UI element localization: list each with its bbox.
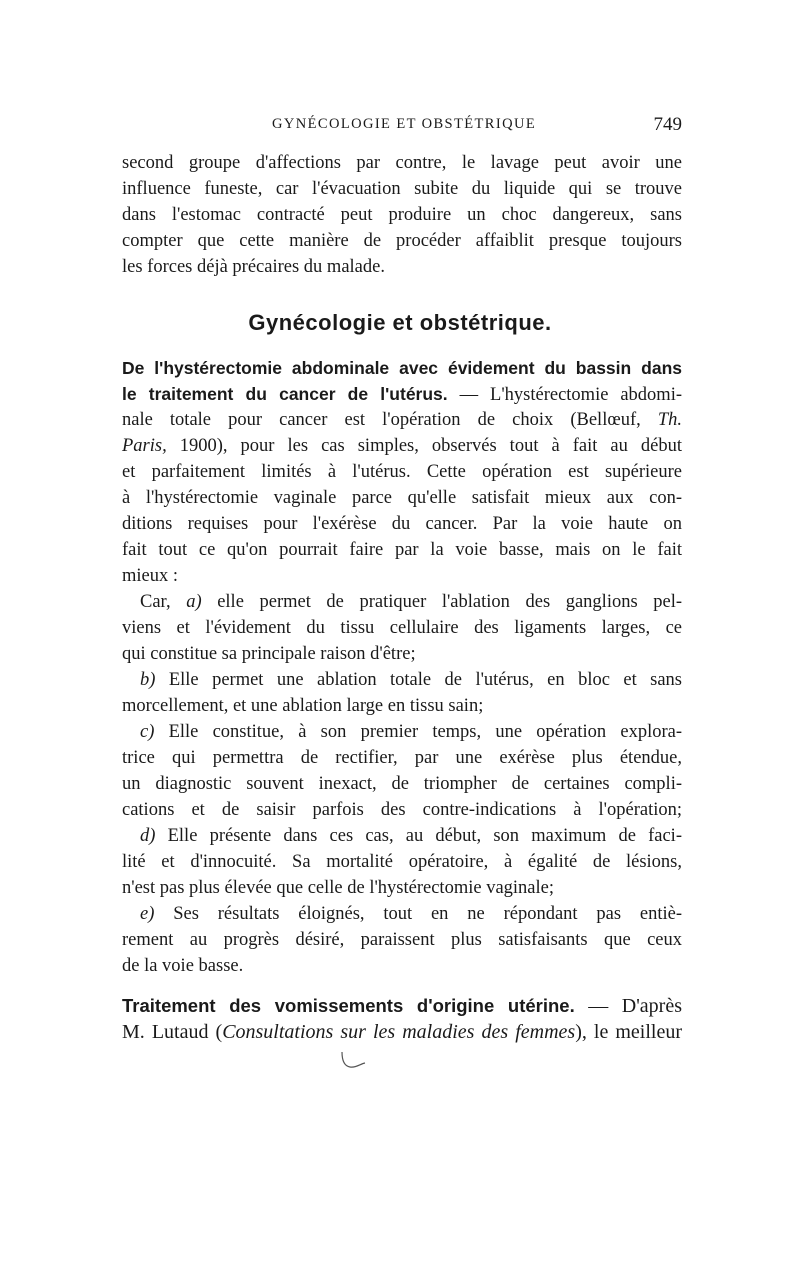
point-e-line	[122, 901, 682, 927]
text-line: viens et l'évidement du tissu cellulaire des ligaments larges, ce	[122, 618, 682, 638]
article-title-line: De l'hystérectomie abdominale avec évidement du bassin dans	[122, 358, 682, 378]
text-line	[122, 433, 682, 459]
text-line: n'est pas plus élevée que celle de l'hystérectomie vaginale;	[122, 878, 554, 898]
text-line	[122, 407, 682, 433]
text-segment: Ses résultats éloignés, tout en ne répondant pas entiè-	[154, 904, 682, 924]
text-segment: — L'hystérectomie abdomi-	[447, 385, 683, 405]
text-segment: Car,	[140, 592, 171, 612]
article-hysterectomie	[122, 355, 682, 979]
text-line	[122, 993, 682, 1019]
text-line: dans l'estomac contracté peut produire un choc dangereux, sans	[122, 205, 682, 225]
italic-citation: Paris,	[122, 436, 167, 456]
text-segment: 1900), pour les cas simples, observés tout à fait au début	[166, 436, 682, 456]
text-line: second groupe d'affections par contre, le lavage peut avoir une	[122, 153, 682, 173]
point-c-line	[122, 719, 682, 745]
text-segment: Elle permet une ablation totale de l'utérus, en bloc et sans	[155, 670, 682, 690]
point-a-line	[122, 589, 682, 615]
text-line: et parfaitement limités à l'utérus. Cette opération est supérieure	[122, 462, 682, 482]
text-line	[122, 381, 682, 407]
text-line: compter que cette manière de procéder affaiblit presque toujours	[122, 231, 682, 251]
point-letter: a)	[186, 592, 202, 612]
point-d-line	[122, 823, 682, 849]
text-line: mieux :	[122, 566, 179, 586]
text-line: cations et de saisir parfois des contre-indications à l'opération;	[122, 800, 682, 820]
text-segment: ), le meilleur	[575, 1021, 683, 1043]
text-line: ditions requises pour l'exérèse du cancer. Par la voie haute on	[122, 514, 682, 534]
point-letter: c)	[140, 722, 155, 742]
section-heading: Gynécologie et obstétrique.	[248, 310, 552, 335]
text-line: rement au progrès désiré, paraissent plus satisfaisants que ceux	[122, 930, 682, 950]
text-line: lité et d'innocuité. Sa mortalité opératoire, à égalité de lésions,	[122, 852, 682, 872]
text-segment: nale totale pour cancer est l'opération de choix (Bellœuf,	[122, 410, 641, 430]
page-header	[122, 116, 682, 142]
text-segment: — D'après	[574, 995, 683, 1017]
text-segment: M. Lutaud (	[122, 1021, 223, 1043]
text-line: morcellement, et une ablation large en tissu sain;	[122, 696, 484, 716]
text-segment: Elle présente dans ces cas, au début, son maximum de faci-	[155, 826, 682, 846]
text-line: fait tout ce qu'on pourrait faire par la voie basse, mais on le fait	[122, 540, 682, 560]
page-number: 749	[653, 114, 682, 135]
intro-paragraph	[122, 150, 682, 280]
pencil-mark-icon	[338, 1050, 368, 1072]
point-letter: e)	[140, 904, 155, 924]
text-line: à l'hystérectomie vaginale parce qu'elle satisfait mieux aux con-	[122, 488, 682, 508]
text-line: les forces déjà précaires du malade.	[122, 257, 385, 277]
text-line: un diagnostic souvent inexact, de triompher de certaines compli-	[122, 774, 682, 794]
text-line: qui constitue sa principale raison d'être;	[122, 644, 416, 664]
article-vomissements	[122, 993, 682, 1045]
text-line	[122, 1019, 682, 1045]
text-segment: Elle constitue, à son premier temps, une opération explora-	[154, 722, 682, 742]
text-line: influence funeste, car l'évacuation subite du liquide qui se trouve	[122, 179, 682, 199]
article-title-end: le traitement du cancer de l'utérus.	[122, 384, 448, 404]
article-title: Traitement des vomissements d'origine utérine.	[122, 995, 575, 1016]
running-title: GYNÉCOLOGIE ET OBSTÉTRIQUE	[272, 116, 537, 132]
italic-citation: Consultations sur les maladies des femmes	[222, 1021, 576, 1043]
point-letter: d)	[140, 826, 156, 846]
point-letter: b)	[140, 670, 156, 690]
italic-citation: Th.	[657, 410, 683, 430]
text-line: trice qui permettra de rectifier, par une exérèse plus étendue,	[122, 748, 682, 768]
point-b-line	[122, 667, 682, 693]
text-line: de la voie basse.	[122, 956, 244, 976]
text-segment: elle permet de pratiquer l'ablation des ganglions pel-	[201, 592, 683, 612]
